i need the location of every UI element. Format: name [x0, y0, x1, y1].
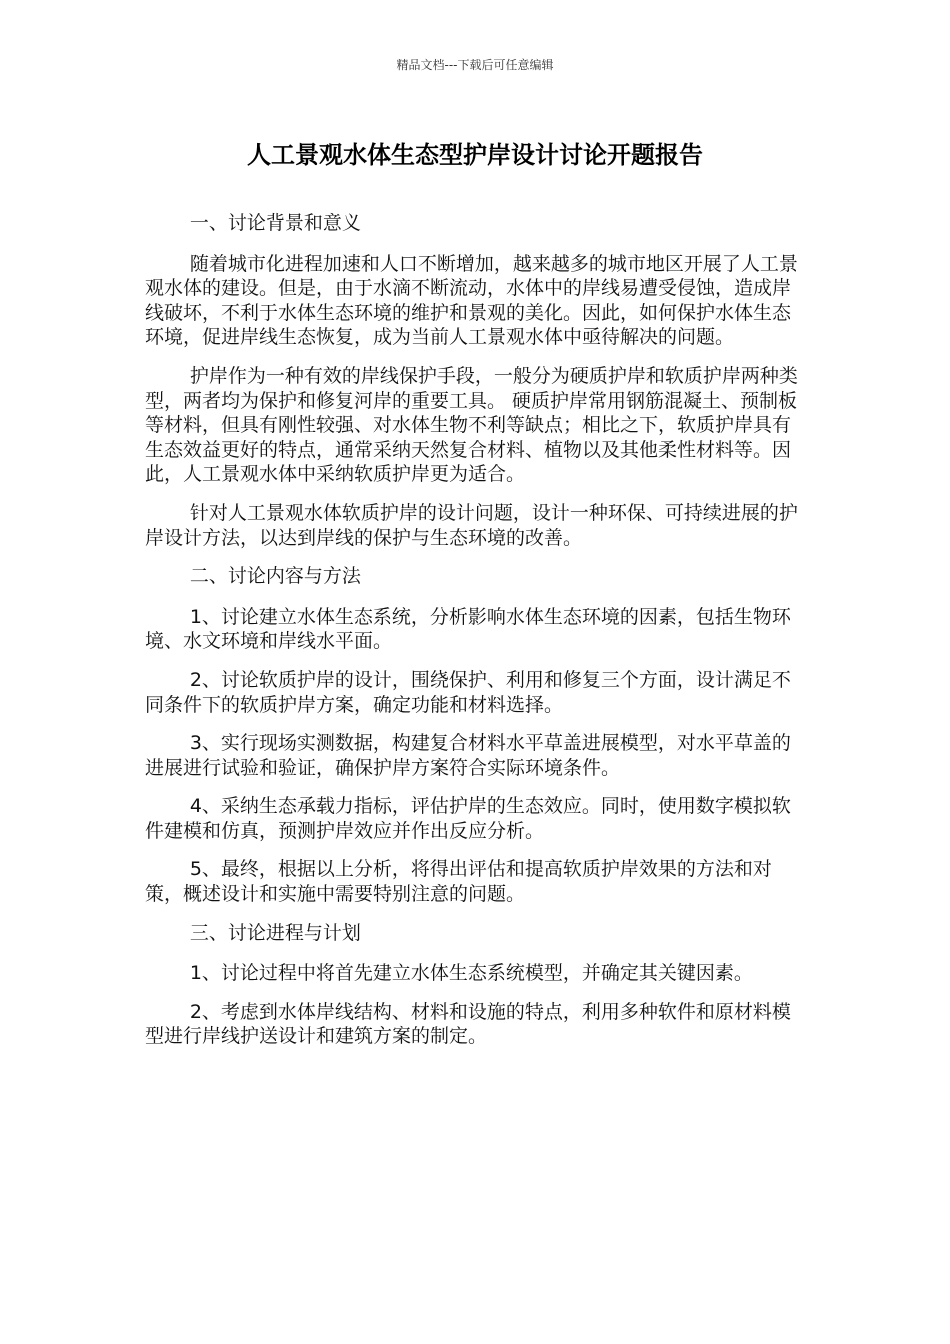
document-body	[145, 211, 807, 1063]
section-heading-background: 一、讨论背景和意义	[189, 212, 361, 234]
paragraph: 随着城市化进程加速和人口不断增加，越来越多的城市地区开展了人工景观水体的建设。但是，由于水滴不断流动，水体中的岸线易遭受侵蚀，造成岸线破坏，不利于水体生态环境的维护和景观的美化。因此，如何保护水体生态环境，促进岸线生态恢复，成为当前人工景观水体中亟待解决的问题。	[145, 252, 798, 349]
section-heading-content-methods: 二、讨论内容与方法	[189, 565, 361, 588]
section-heading-schedule: 三、讨论进程与计划	[189, 921, 361, 944]
list-item: 3、实行现场实测数据，构建复合材料水平草盖进展模型，对水平草盖的进展进行试验和验证，确保护岸方案符合实际环境条件。	[145, 732, 791, 779]
paragraph: 针对人工景观水体软质护岸的设计问题，设计一种环保、可持续进展的护岸设计方法，以达到岸线的保护与生态环境的改善。	[145, 501, 798, 549]
list-item: 2、考虑到水体岸线结构、材料和设施的特点，利用多种软件和原材料模型进行岸线护送设计和建筑方案的制定。	[145, 1000, 791, 1048]
list-item: 1、讨论过程中将首先建立水体生态系统模型，并确定其关键因素。	[189, 962, 753, 985]
list-item: 5、最终，根据以上分析，将得出评估和提高软质护岸效果的方法和对策，概述设计和实施中需要特别注意的问题。	[145, 858, 772, 906]
paragraph: 护岸作为一种有效的岸线保护手段，一般分为硬质护岸和软质护岸两种类型，两者均为保护和修复河岸的重要工具。 硬质护岸常用钢筋混凝土、预制板等材料，但具有刚性较强、对水体生物不利等缺点；相比之下，软质护岸具有生态效益更好的特点，通常采纳天然复合材料、植物以及其他柔性材料等。因此，人工景观水体中采纳软质护岸更为适合。	[145, 364, 798, 486]
list-item: 1、讨论建立水体生态系统，分析影响水体生态环境的因素，包括生物环境、水文环境和岸线水平面。	[145, 605, 791, 653]
list-item: 2、讨论软质护岸的设计，围绕保护、利用和修复三个方面，设计满足不同条件下的软质护岸方案，确定功能和材料选择。	[145, 668, 791, 716]
document-title: 人工景观水体生态型护岸设计讨论开题报告	[247, 141, 703, 169]
header-note: 精品文档---下载后可任意编辑	[396, 58, 554, 72]
list-item: 4、采纳生态承载力指标，评估护岸的生态效应。同时，使用数字模拟软件建模和仿真，预测护岸效应并作出反应分析。	[145, 795, 791, 842]
